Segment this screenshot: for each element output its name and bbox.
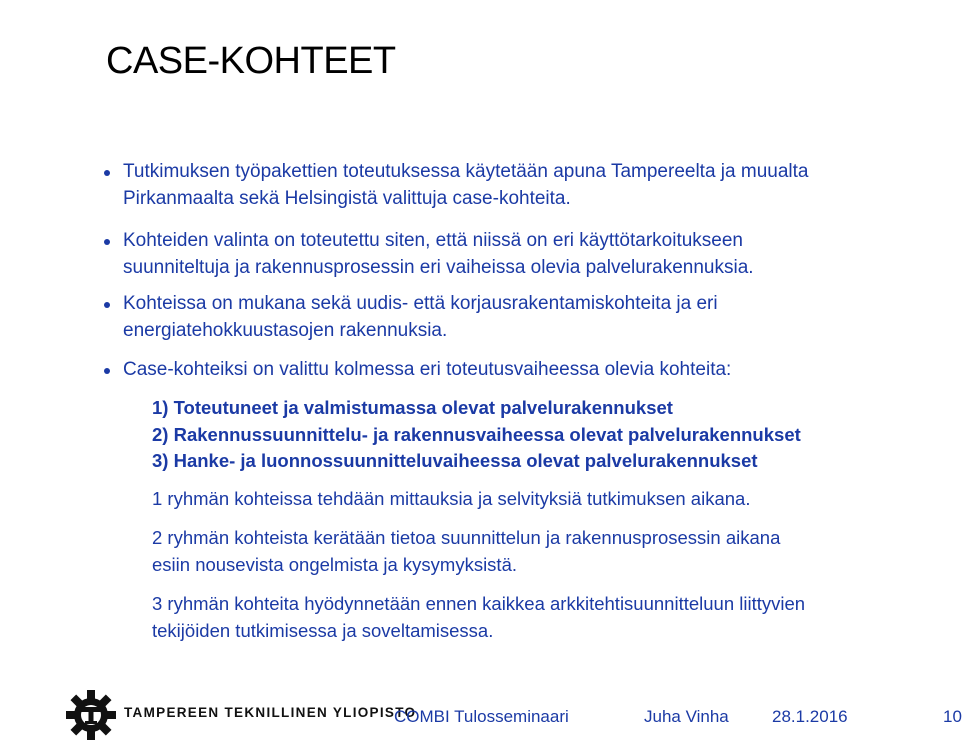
bullet-dot-icon [104, 302, 110, 308]
group-item: 2) Rakennussuunnittelu- ja rakennusvaiheessa olevat palvelurakennukset [152, 423, 801, 445]
group-list [152, 395, 801, 475]
paragraph-line: tekijöiden tutkimisessa ja soveltamisessa. [152, 619, 494, 641]
footer-author: Juha Vinha [644, 707, 729, 726]
bullet-item [104, 159, 944, 212]
group-description [152, 591, 805, 644]
bullet-text-line: Tutkimuksen työpakettien toteutuksessa käytetään apuna Tampereelta ja muualta [123, 161, 809, 182]
bullet-text-line: Pirkanmaalta sekä Helsingistä valittuja case-kohteita. [123, 187, 571, 209]
bullet-item [104, 228, 944, 281]
page-number: 10 [943, 707, 962, 726]
footer-event: COMBI Tulosseminaari [394, 707, 569, 726]
footer-date: 28.1.2016 [772, 707, 848, 726]
bullet-dot-icon [104, 170, 110, 176]
group-item: 3) Hanke- ja luonnossuunnitteluvaiheessa olevat palvelurakennukset [152, 450, 758, 471]
group-description [152, 525, 780, 578]
bullet-text-line: suunniteltuja ja rakennusprosessin eri vaiheissa olevia palvelurakennuksia. [123, 256, 754, 278]
paragraph-line: 2 ryhmän kohteista kerätään tietoa suunnittelun ja rakennusprosessin aikana [152, 527, 781, 548]
paragraph-line: 1 ryhmän kohteissa tehdään mittauksia ja selvityksiä tutkimuksen aikana. [152, 488, 751, 509]
paragraph-line: esiin nousevista ongelmista ja kysymyksistä. [152, 553, 518, 575]
bullet-text-line: Case-kohteiksi on valittu kolmessa eri toteutusvaiheessa olevia kohteita: [123, 359, 732, 380]
bullet-item [104, 357, 944, 384]
university-name: TAMPEREEN TEKNILLINEN YLIOPISTO [124, 705, 417, 720]
group-description [152, 486, 750, 513]
bullet-dot-icon [104, 239, 110, 245]
slide-title: CASE-KOHTEET [106, 40, 396, 82]
bullet-item [104, 291, 944, 344]
paragraph-line: 3 ryhmän kohteita hyödynnetään ennen kaikkea arkkitehtisuunnitteluun liittyvien [152, 593, 806, 614]
bullet-text-line: energiatehokkuustasojen rakennuksia. [123, 319, 448, 341]
gear-logo-icon [66, 690, 116, 740]
group-item: 1) Toteutuneet ja valmistumassa olevat palvelurakennukset [152, 397, 673, 418]
bullet-text-line: Kohteissa on mukana sekä uudis- että korjausrakentamiskohteita ja eri [123, 293, 718, 314]
bullet-dot-icon [104, 368, 110, 374]
bullet-text-line: Kohteiden valinta on toteutettu siten, että niissä on eri käyttötarkoitukseen [123, 230, 743, 251]
